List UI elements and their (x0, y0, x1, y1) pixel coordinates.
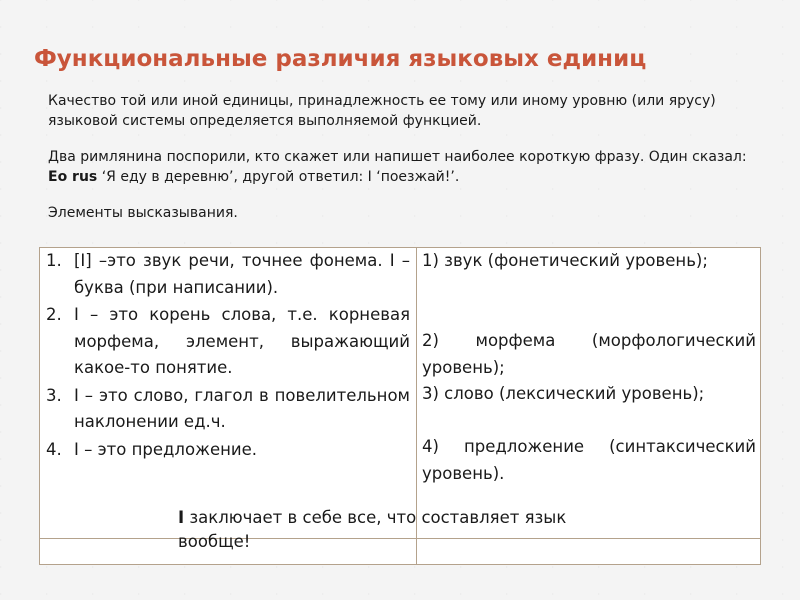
list-item-text: I – это корень слова, т.е. корневая морфема, элемент, выражающий какое-то понятие. (74, 305, 410, 377)
slide-title: Функциональные различия языковых единиц (34, 46, 647, 72)
left-column-list (46, 248, 410, 463)
list-item-text: [I] –это звук речи, точнее фонема. I – буква (при написании). (74, 251, 410, 297)
level-item-phonetic: 1) звук (фонетический уровень); (422, 251, 708, 270)
list-item-number: 1. (46, 251, 62, 270)
list-item-number: 2. (46, 305, 62, 324)
list-item-text: I – это слово, глагол в повелительном наклонении ед.ч. (74, 385, 410, 431)
list-item (46, 437, 410, 464)
level-item-syntactic: 4) предложение (синтаксический уровень). (422, 437, 756, 483)
list-item-text: I – это предложение. (74, 439, 257, 459)
list-item-number: 3. (46, 385, 62, 405)
anecdote-text-end: ‘Я еду в деревню’, другой ответил: I ‘поезжай!’. (97, 169, 460, 185)
conclusion-bold-letter: I (178, 508, 185, 527)
list-item (46, 383, 410, 436)
intro-paragraph: Качество той или иной единицы, принадлежность ее тому или иному уровню (или ярусу) языковой системы определяется выполняемой функцией. (48, 93, 716, 129)
list-item (46, 248, 410, 301)
list-item (46, 302, 410, 382)
anecdote-paragraph (48, 147, 768, 187)
level-item-morphological: 2) морфема (морфологический уровень); (422, 331, 756, 377)
conclusion-text: заключает в себе все, что составляет язык вообще! (178, 508, 567, 551)
anecdote-text-start: Два римлянина поспорили, кто скажет или напишет наиболее короткую фразу. Один сказал: (48, 149, 747, 165)
list-item-number: 4. (46, 439, 62, 459)
anecdote-latin-phrase: Eo rus (48, 169, 98, 185)
elements-heading: Элементы высказывания. (48, 205, 238, 221)
level-item-lexical: 3) слово (лексический уровень); (422, 384, 705, 403)
conclusion-note (178, 506, 608, 554)
